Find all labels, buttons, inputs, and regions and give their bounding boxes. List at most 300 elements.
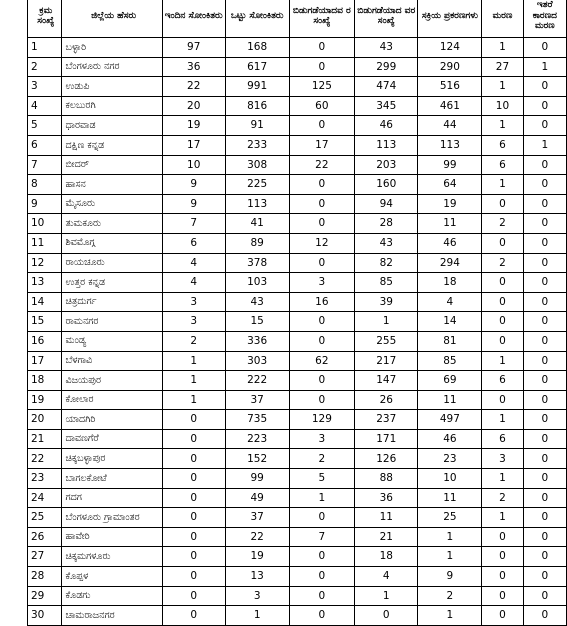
cell-district-name: ಹಾಸನ [61,175,162,195]
cell-active-cases: 18 [418,273,482,293]
cell-district-name: ಶಿವಮೊಗ್ಗ [61,233,162,253]
cell-total-discharged: 147 [355,371,418,391]
cell-today-cases: 0 [162,547,225,567]
cell-serial-number: 26 [28,527,62,547]
cell-discharged-today: 1 [289,488,354,508]
cell-other-deaths: 0 [523,155,566,175]
header-today-cases: ಇಂದಿನ ಸೋಂಕಿತರು [162,0,225,38]
cell-discharged-today: 0 [289,194,354,214]
cell-total-discharged: 85 [355,273,418,293]
table-row [28,194,567,214]
table-row [28,214,567,234]
table-row [28,96,567,116]
cell-total-discharged: 160 [355,175,418,195]
cell-deaths: 2 [482,253,523,273]
cell-active-cases: 124 [418,38,482,58]
cell-total-discharged: 11 [355,508,418,528]
table-row [28,567,567,587]
cell-deaths: 10 [482,96,523,116]
cell-discharged-today: 125 [289,77,354,97]
cell-district-name: ಕೊಪ್ಪಳ [61,567,162,587]
cell-serial-number: 21 [28,429,62,449]
cell-today-cases: 3 [162,292,225,312]
cell-serial-number: 13 [28,273,62,293]
cell-total-discharged: 43 [355,233,418,253]
cell-district-name: ಕೊಡಗು [61,586,162,606]
cell-today-cases: 4 [162,253,225,273]
cell-deaths: 0 [482,547,523,567]
cell-serial-number: 10 [28,214,62,234]
cell-deaths: 0 [482,331,523,351]
cell-discharged-today: 22 [289,155,354,175]
cell-today-cases: 0 [162,469,225,489]
cell-serial-number: 22 [28,449,62,469]
cell-discharged-today: 0 [289,38,354,58]
cell-district-name: ಚಿಕ್ಕಮಗಳೂರು [61,547,162,567]
cell-today-cases: 0 [162,586,225,606]
cell-active-cases: 19 [418,194,482,214]
cell-serial-number: 28 [28,567,62,587]
cell-other-deaths: 0 [523,77,566,97]
cell-deaths: 1 [482,38,523,58]
table-row [28,273,567,293]
table-row [28,77,567,97]
cell-deaths: 6 [482,155,523,175]
cell-today-cases: 6 [162,233,225,253]
cell-serial-number: 27 [28,547,62,567]
cell-other-deaths: 0 [523,351,566,371]
cell-deaths: 1 [482,116,523,136]
cell-deaths: 6 [482,371,523,391]
cell-deaths: 0 [482,390,523,410]
cell-total-cases: 378 [225,253,289,273]
cell-active-cases: 461 [418,96,482,116]
cell-district-name: ಬೆಂಗಳೂರು ಗ್ರಾಮಾಂತರ [61,508,162,528]
cell-deaths: 6 [482,135,523,155]
cell-discharged-today: 0 [289,253,354,273]
cell-discharged-today: 0 [289,586,354,606]
cell-district-name: ಬೆಂಗಳೂರು ನಗರ [61,57,162,77]
cell-total-discharged: 39 [355,292,418,312]
cell-total-cases: 308 [225,155,289,175]
cell-discharged-today: 0 [289,116,354,136]
cell-other-deaths: 0 [523,312,566,332]
cell-active-cases: 11 [418,214,482,234]
table-row [28,292,567,312]
cell-active-cases: 11 [418,488,482,508]
table-row [28,547,567,567]
cell-total-discharged: 126 [355,449,418,469]
cell-discharged-today: 0 [289,371,354,391]
table-row [28,390,567,410]
cell-active-cases: 1 [418,527,482,547]
table-body [28,38,567,626]
cell-active-cases: 1 [418,547,482,567]
cell-today-cases: 9 [162,175,225,195]
cell-other-deaths: 0 [523,96,566,116]
cell-other-deaths: 0 [523,488,566,508]
cell-total-discharged: 0 [355,606,418,626]
cell-other-deaths: 0 [523,292,566,312]
cell-today-cases: 1 [162,390,225,410]
cell-district-name: ಕೋಲಾರ [61,390,162,410]
cell-today-cases: 10 [162,155,225,175]
header-total-discharged: ಬಿಡುಗಡೆಯಾದ ವರ ಸಂಖ್ಯೆ [355,0,418,38]
cell-total-discharged: 237 [355,410,418,430]
cell-total-cases: 735 [225,410,289,430]
cell-deaths: 1 [482,508,523,528]
cell-total-discharged: 217 [355,351,418,371]
cell-total-cases: 37 [225,508,289,528]
cell-total-discharged: 82 [355,253,418,273]
cell-deaths: 0 [482,527,523,547]
cell-district-name: ಮೈಸೂರು [61,194,162,214]
cell-discharged-today: 2 [289,449,354,469]
cell-district-name: ವಿಜಯಪುರ [61,371,162,391]
cell-total-cases: 225 [225,175,289,195]
cell-deaths: 0 [482,567,523,587]
cell-other-deaths: 0 [523,38,566,58]
cell-today-cases: 0 [162,449,225,469]
table-row [28,371,567,391]
cell-today-cases: 97 [162,38,225,58]
cell-other-deaths: 0 [523,606,566,626]
cell-district-name: ಉತ್ತರ ಕನ್ನಡ [61,273,162,293]
cell-today-cases: 4 [162,273,225,293]
cell-discharged-today: 0 [289,390,354,410]
cell-serial-number: 30 [28,606,62,626]
cell-total-discharged: 28 [355,214,418,234]
cell-serial-number: 14 [28,292,62,312]
cell-deaths: 0 [482,312,523,332]
cell-deaths: 1 [482,410,523,430]
table-row [28,57,567,77]
table-row [28,253,567,273]
cell-today-cases: 0 [162,606,225,626]
cell-total-cases: 233 [225,135,289,155]
cell-today-cases: 19 [162,116,225,136]
cell-today-cases: 2 [162,331,225,351]
cell-district-name: ಉಡುಪಿ [61,77,162,97]
cell-other-deaths: 0 [523,449,566,469]
cell-active-cases: 516 [418,77,482,97]
cell-today-cases: 1 [162,371,225,391]
cell-total-cases: 22 [225,527,289,547]
cell-active-cases: 64 [418,175,482,195]
cell-deaths: 27 [482,57,523,77]
cell-active-cases: 44 [418,116,482,136]
cell-today-cases: 36 [162,57,225,77]
cell-total-cases: 991 [225,77,289,97]
cell-deaths: 2 [482,488,523,508]
header-discharged-today: ಬಿಡುಗಡೆಯಾದವ ರ ಸಂಖ್ಯೆ [289,0,354,38]
cell-other-deaths: 0 [523,508,566,528]
cell-active-cases: 9 [418,567,482,587]
cell-discharged-today: 16 [289,292,354,312]
cell-serial-number: 18 [28,371,62,391]
cell-deaths: 0 [482,586,523,606]
table-row [28,331,567,351]
cell-today-cases: 0 [162,429,225,449]
table-row [28,469,567,489]
cell-active-cases: 85 [418,351,482,371]
cell-active-cases: 14 [418,312,482,332]
cell-total-cases: 222 [225,371,289,391]
cell-other-deaths: 0 [523,175,566,195]
cell-serial-number: 29 [28,586,62,606]
cell-serial-number: 16 [28,331,62,351]
cell-district-name: ಚಾಮರಾಜನಗರ [61,606,162,626]
cell-discharged-today: 60 [289,96,354,116]
cell-deaths: 0 [482,273,523,293]
cell-total-discharged: 299 [355,57,418,77]
cell-total-cases: 336 [225,331,289,351]
cell-total-discharged: 94 [355,194,418,214]
cell-serial-number: 24 [28,488,62,508]
cell-total-cases: 303 [225,351,289,371]
cell-serial-number: 8 [28,175,62,195]
cell-other-deaths: 1 [523,57,566,77]
cell-district-name: ಬೀದರ್ [61,155,162,175]
table-row [28,410,567,430]
cell-discharged-today: 0 [289,175,354,195]
cell-discharged-today: 62 [289,351,354,371]
cell-other-deaths: 0 [523,233,566,253]
cell-district-name: ಹಾವೇರಿ [61,527,162,547]
cell-district-name: ಚಿತ್ರದುರ್ಗ [61,292,162,312]
cell-total-discharged: 113 [355,135,418,155]
cell-active-cases: 99 [418,155,482,175]
cell-serial-number: 9 [28,194,62,214]
cell-total-cases: 91 [225,116,289,136]
cell-deaths: 0 [482,233,523,253]
cell-district-name: ರಾಮನಗರ [61,312,162,332]
cell-total-cases: 113 [225,194,289,214]
cell-total-cases: 89 [225,233,289,253]
cell-serial-number: 19 [28,390,62,410]
cell-active-cases: 81 [418,331,482,351]
cell-discharged-today: 0 [289,331,354,351]
cell-discharged-today: 0 [289,214,354,234]
cell-other-deaths: 0 [523,527,566,547]
cell-district-name: ಚಿಕ್ಕಬಳ್ಳಾಪುರ [61,449,162,469]
cell-deaths: 1 [482,469,523,489]
cell-active-cases: 294 [418,253,482,273]
cell-deaths: 1 [482,175,523,195]
cell-total-cases: 3 [225,586,289,606]
table-row [28,155,567,175]
cell-total-cases: 41 [225,214,289,234]
cell-serial-number: 20 [28,410,62,430]
cell-serial-number: 2 [28,57,62,77]
cell-discharged-today: 3 [289,429,354,449]
cell-other-deaths: 0 [523,547,566,567]
cell-total-cases: 13 [225,567,289,587]
table-row [28,175,567,195]
cell-active-cases: 46 [418,233,482,253]
cell-active-cases: 1 [418,606,482,626]
cell-today-cases: 22 [162,77,225,97]
cell-district-name: ಯಾದಗಿರಿ [61,410,162,430]
cell-today-cases: 0 [162,527,225,547]
cell-deaths: 6 [482,429,523,449]
cell-serial-number: 17 [28,351,62,371]
cell-total-cases: 15 [225,312,289,332]
cell-serial-number: 3 [28,77,62,97]
cell-active-cases: 113 [418,135,482,155]
cell-other-deaths: 0 [523,331,566,351]
cell-total-cases: 49 [225,488,289,508]
cell-district-name: ಗದಗ [61,488,162,508]
cell-serial-number: 15 [28,312,62,332]
cell-active-cases: 290 [418,57,482,77]
cell-district-name: ದಕ್ಷಿಣ ಕನ್ನಡ [61,135,162,155]
header-deaths: ಮರಣ [482,0,523,38]
cell-discharged-today: 0 [289,606,354,626]
cell-district-name: ಕಲಬುರಗಿ [61,96,162,116]
cell-active-cases: 25 [418,508,482,528]
cell-active-cases: 10 [418,469,482,489]
cell-total-cases: 43 [225,292,289,312]
cell-today-cases: 0 [162,508,225,528]
header-row [28,0,567,38]
cell-discharged-today: 17 [289,135,354,155]
cell-other-deaths: 0 [523,273,566,293]
table-row [28,586,567,606]
cell-discharged-today: 0 [289,312,354,332]
district-covid-table [27,0,567,626]
table-row [28,508,567,528]
cell-today-cases: 3 [162,312,225,332]
cell-serial-number: 4 [28,96,62,116]
cell-total-cases: 103 [225,273,289,293]
cell-deaths: 0 [482,292,523,312]
cell-district-name: ಮಂಡ್ಯ [61,331,162,351]
cell-serial-number: 5 [28,116,62,136]
cell-active-cases: 23 [418,449,482,469]
cell-active-cases: 4 [418,292,482,312]
cell-today-cases: 1 [162,351,225,371]
cell-serial-number: 7 [28,155,62,175]
cell-deaths: 2 [482,214,523,234]
cell-total-discharged: 474 [355,77,418,97]
cell-discharged-today: 3 [289,273,354,293]
cell-total-cases: 152 [225,449,289,469]
table-row [28,116,567,136]
cell-discharged-today: 0 [289,547,354,567]
cell-total-discharged: 26 [355,390,418,410]
header-serial-number: ಕ್ರಮ ಸಂಖ್ಯೆ [28,0,62,38]
table-row [28,429,567,449]
header-active-cases: ಸಕ್ರಿಯ ಪ್ರಕರಣಗಳು [418,0,482,38]
cell-other-deaths: 0 [523,410,566,430]
cell-other-deaths: 0 [523,253,566,273]
cell-today-cases: 7 [162,214,225,234]
cell-district-name: ಬೆಳಗಾವಿ [61,351,162,371]
cell-active-cases: 2 [418,586,482,606]
cell-total-discharged: 1 [355,312,418,332]
cell-serial-number: 12 [28,253,62,273]
table-row [28,312,567,332]
cell-active-cases: 11 [418,390,482,410]
cell-serial-number: 23 [28,469,62,489]
cell-other-deaths: 0 [523,567,566,587]
cell-total-cases: 19 [225,547,289,567]
cell-district-name: ರಾಯಚೂರು [61,253,162,273]
cell-discharged-today: 5 [289,469,354,489]
cell-other-deaths: 0 [523,371,566,391]
cell-today-cases: 0 [162,410,225,430]
cell-total-discharged: 43 [355,38,418,58]
cell-deaths: 1 [482,77,523,97]
cell-total-discharged: 18 [355,547,418,567]
cell-serial-number: 6 [28,135,62,155]
cell-discharged-today: 7 [289,527,354,547]
cell-discharged-today: 129 [289,410,354,430]
cell-today-cases: 17 [162,135,225,155]
cell-total-cases: 99 [225,469,289,489]
table-row [28,38,567,58]
cell-other-deaths: 0 [523,586,566,606]
cell-today-cases: 9 [162,194,225,214]
table-row [28,135,567,155]
cell-active-cases: 46 [418,429,482,449]
cell-total-discharged: 171 [355,429,418,449]
cell-district-name: ತುಮಕೂರು [61,214,162,234]
cell-deaths: 0 [482,194,523,214]
table-row [28,488,567,508]
cell-serial-number: 1 [28,38,62,58]
cell-total-discharged: 4 [355,567,418,587]
header-total-cases: ಒಟ್ಟು ಸೋಂಕಿತರು [225,0,289,38]
table-row [28,449,567,469]
cell-district-name: ದಾವಣಗೆರೆ [61,429,162,449]
header-other-deaths: ಇತರೆ ಕಾರಣದ ಮರಣ [523,0,566,38]
cell-serial-number: 25 [28,508,62,528]
cell-total-cases: 37 [225,390,289,410]
cell-today-cases: 20 [162,96,225,116]
cell-total-cases: 617 [225,57,289,77]
cell-other-deaths: 1 [523,135,566,155]
cell-serial-number: 11 [28,233,62,253]
cell-other-deaths: 0 [523,429,566,449]
table-row [28,606,567,626]
cell-total-cases: 223 [225,429,289,449]
header-district-name: ಜಿಲ್ಲೆಯ ಹೆಸರು [61,0,162,38]
cell-discharged-today: 12 [289,233,354,253]
cell-total-discharged: 46 [355,116,418,136]
table-row [28,351,567,371]
cell-district-name: ಧಾರವಾಡ [61,116,162,136]
cell-discharged-today: 0 [289,508,354,528]
cell-deaths: 3 [482,449,523,469]
cell-other-deaths: 0 [523,116,566,136]
cell-district-name: ಬಳ್ಳಾರಿ [61,38,162,58]
cell-total-cases: 168 [225,38,289,58]
cell-total-discharged: 1 [355,586,418,606]
cell-total-discharged: 255 [355,331,418,351]
cell-other-deaths: 0 [523,214,566,234]
table-row [28,527,567,547]
cell-total-discharged: 21 [355,527,418,547]
table-header [28,0,567,38]
cell-active-cases: 497 [418,410,482,430]
cell-total-discharged: 203 [355,155,418,175]
cell-today-cases: 0 [162,567,225,587]
table-row [28,233,567,253]
cell-other-deaths: 0 [523,194,566,214]
cell-total-discharged: 345 [355,96,418,116]
